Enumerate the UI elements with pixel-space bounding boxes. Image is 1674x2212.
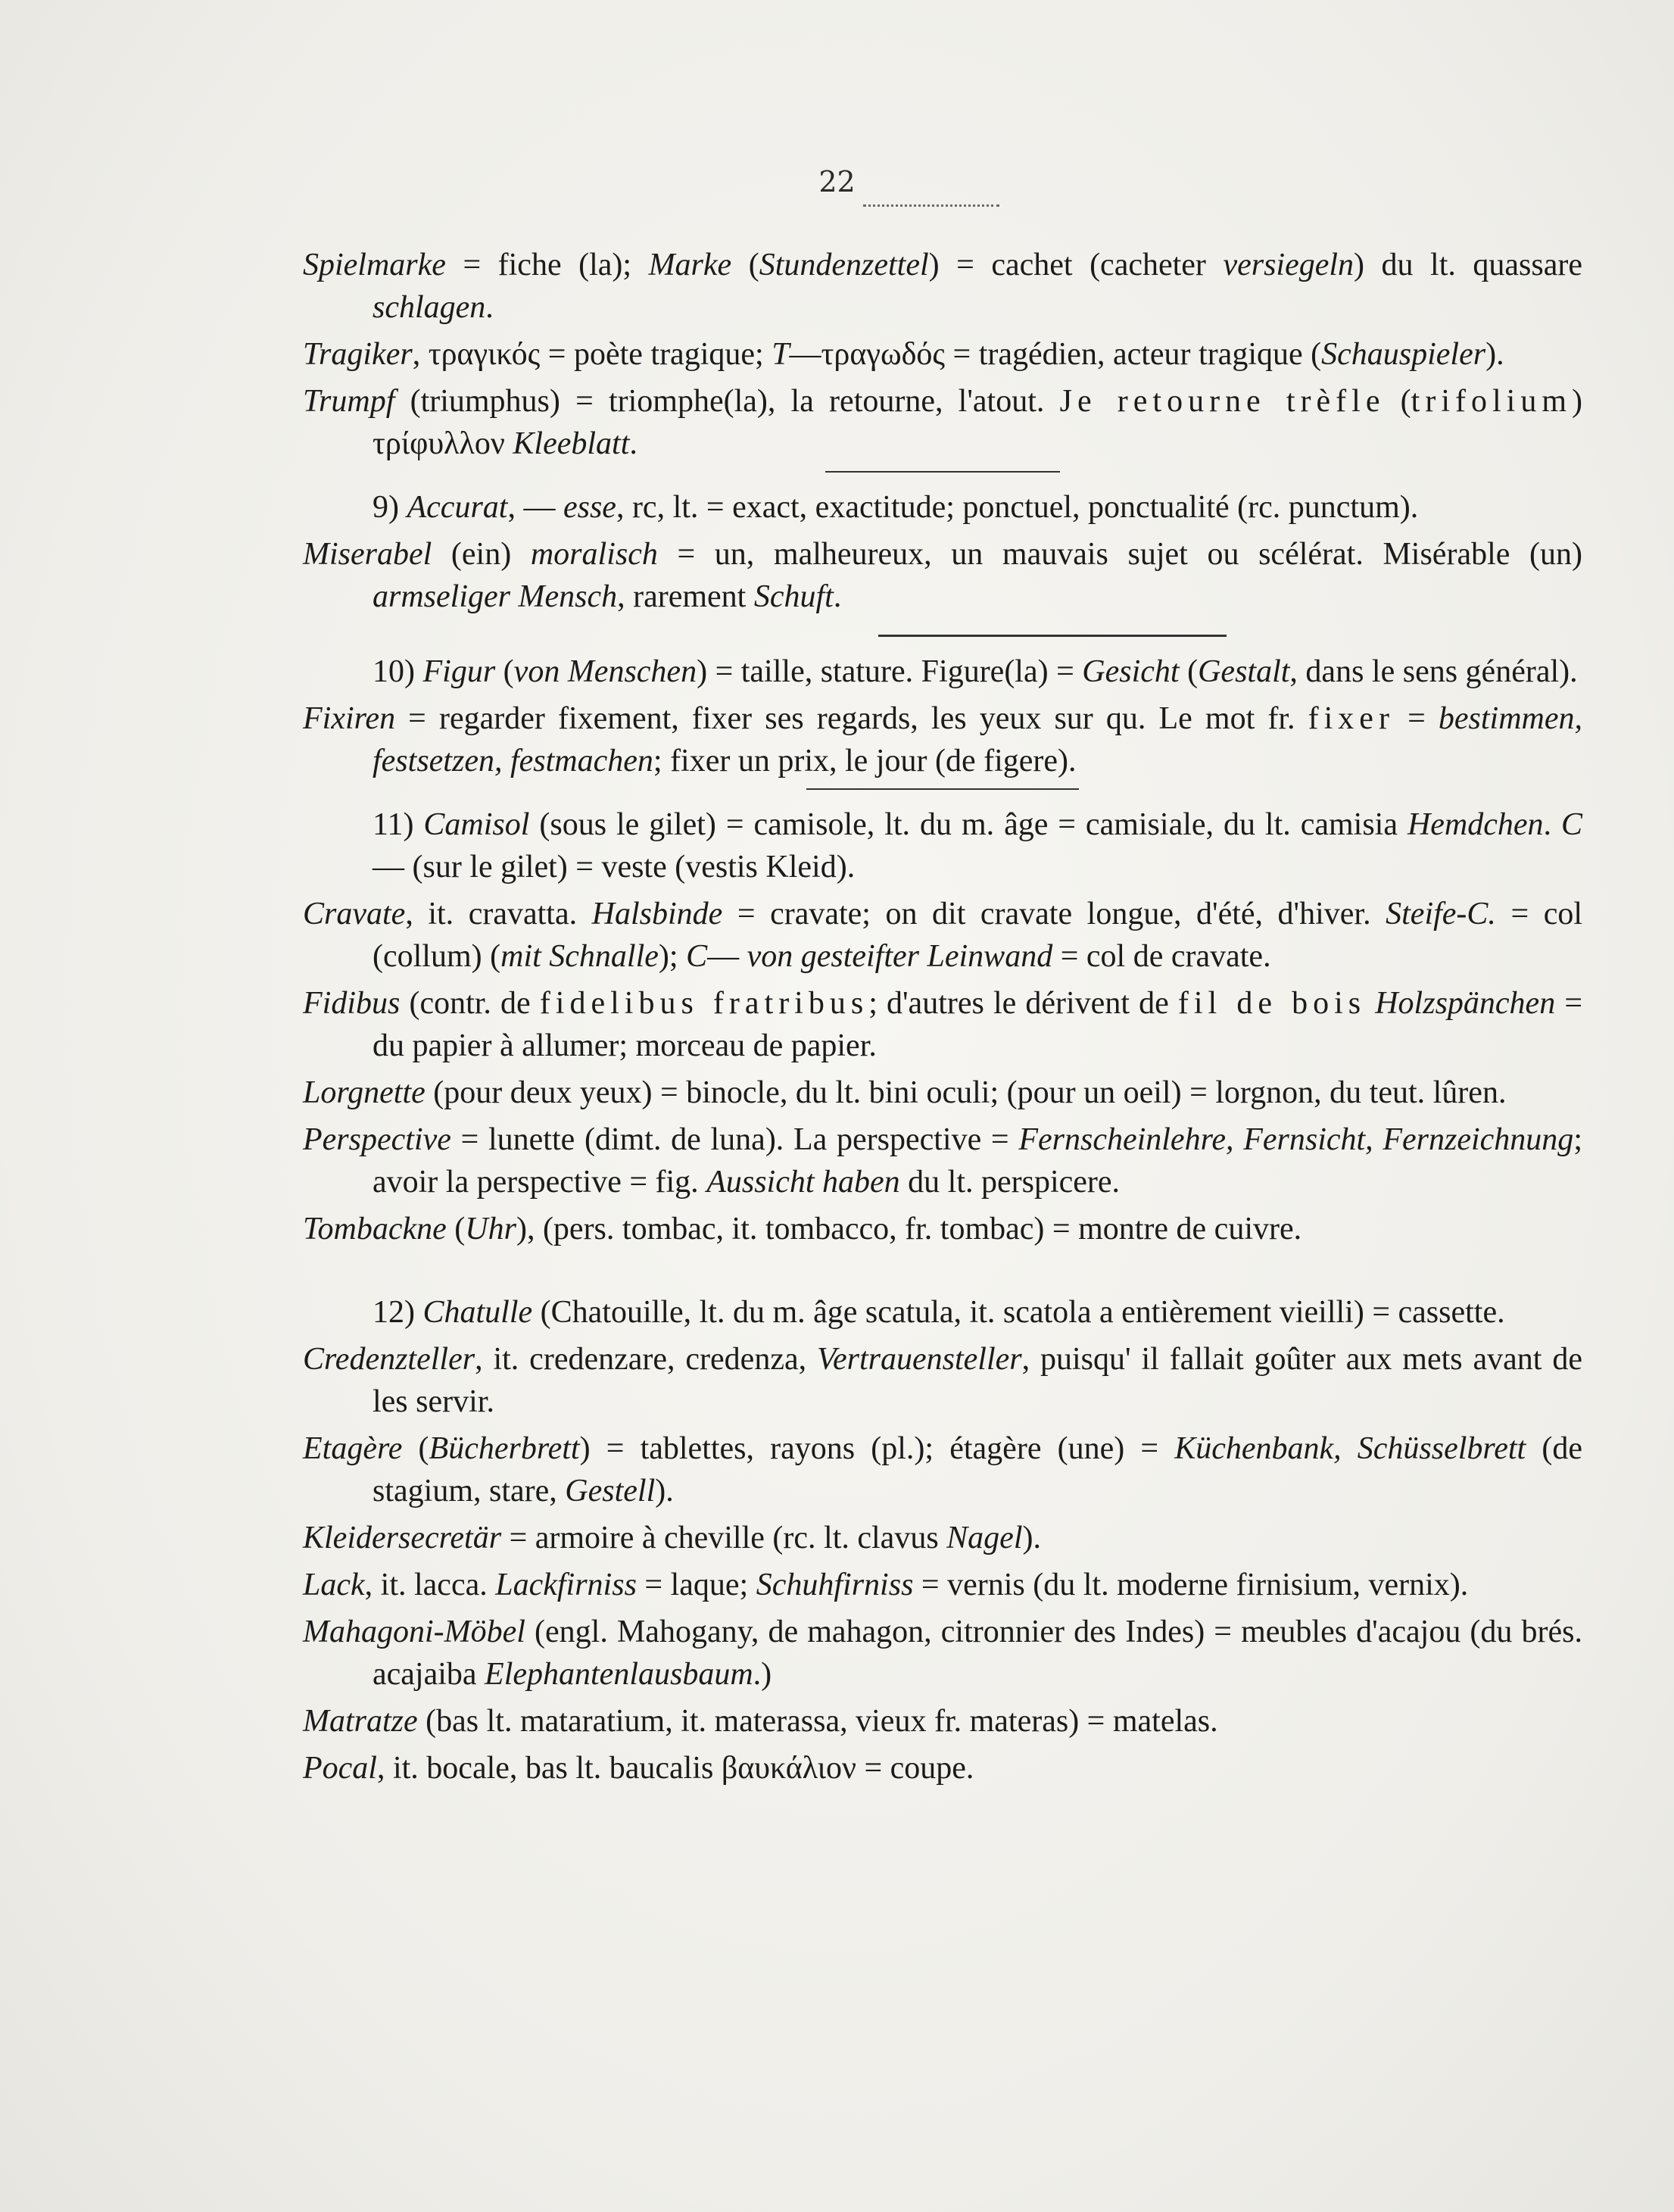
dictionary-entry: Matratze (bas lt. mataratium, it. materassa, vieux fr. materas) = matelas.	[303, 1704, 1218, 1739]
dictionary-entry: Miserabel (ein) moralisch = un, malheureux, un mauvais sujet ou scélérat. Misérable (un) armseliger Mensch, rarement Schuft.	[303, 537, 1582, 614]
section-9	[303, 486, 1582, 618]
section-divider	[878, 635, 1227, 637]
section-heading-entry: 12) Chatulle (Chatouille, lt. du m. âge scatula, it. scatola a entièrement vieilli) = cassette.	[373, 1295, 1505, 1330]
dictionary-entry: Pocal, it. bocale, bas lt. baucalis βαυκάλιον = coupe.	[303, 1751, 974, 1786]
dictionary-entry: Lorgnette (pour deux yeux) = binocle, du lt. bini oculi; (pour un oeil) = lorgnon, du teut. lûren.	[303, 1075, 1507, 1110]
page-number: 22	[818, 165, 856, 198]
section-heading-entry: 10) Figur (von Menschen) = taille, stature. Figure(la) = Gesicht (Gestalt, dans le sens général).	[373, 654, 1578, 689]
dictionary-entry: Etagère (Bücherbrett) = tablettes, rayons (pl.); étagère (une) = Küchenbank, Schüsselbrett (de stagium, stare, Gestell).	[303, 1431, 1582, 1508]
section-8-tail	[303, 244, 1582, 465]
dictionary-entry: Credenzteller, it. credenzare, credenza, Vertrauensteller, puisqu' il fallait goûter aux mets avant de les servir.	[303, 1342, 1582, 1419]
dictionary-entry: Fixiren = regarder fixement, fixer ses regards, les yeux sur qu. Le mot fr. fixer = bestimmen, festsetzen, festmachen; fixer un prix, le jour (de figere).	[303, 701, 1583, 778]
section-12	[303, 1291, 1582, 1789]
dictionary-entry: Trumpf (triumphus) = triomphe(la), la retourne, l'atout. Je retourne trèfle (trifolium) τρίφυλλον Kleeblatt.	[303, 384, 1582, 461]
dictionary-entry: Mahagoni-Möbel (engl. Mahogany, de mahagon, citronnier des Indes) = meubles d'acajou (du brés. acajaiba Elephantenlausbaum.)	[303, 1615, 1582, 1692]
dictionary-entry: Tombackne (Uhr), (pers. tombac, it. tombacco, fr. tombac) = montre de cuivre.	[303, 1212, 1302, 1246]
dictionary-entry: Kleidersecretär = armoire à cheville (rc. lt. clavus Nagel).	[303, 1521, 1041, 1555]
dictionary-entry: Perspective = lunette (dimt. de luna). La perspective = Fernscheinlehre, Fernsicht, Fernzeichnung; avoir la perspective = fig. Aussicht haben du lt. perspicere.	[303, 1122, 1582, 1200]
section-divider	[806, 788, 1079, 790]
dictionary-entry: Spielmarke = fiche (la); Marke (Stundenzettel) = cachet (cacheter versiegeln) du lt. quassare schlagen.	[303, 248, 1582, 325]
dictionary-entry: Fidibus (contr. de fidelibus fratribus; d'autres le dérivent de fil de bois Holzspänchen = du papier à allumer; morceau de papier.	[303, 986, 1583, 1063]
section-10	[303, 650, 1582, 782]
page-number-ornament	[863, 201, 999, 207]
body-text	[303, 244, 1582, 1794]
section-divider	[825, 471, 1060, 473]
section-gap	[303, 1255, 1582, 1288]
dictionary-entry: Cravate, it. cravatta. Halsbinde = cravate; on dit cravate longue, d'été, d'hiver. Steife-C. = col (collum) (mit Schnalle); C— von gesteifter Leinwand = col de cravate.	[303, 897, 1583, 974]
section-11	[303, 803, 1582, 1250]
dictionary-entry: Lack, it. lacca. Lackfirniss = laque; Schuhfirniss = vernis (du lt. moderne firnisium, vernix).	[303, 1568, 1469, 1602]
dictionary-entry: Tragiker, τραγικός = poète tragique; T—τραγωδός = tragédien, acteur tragique (Schauspieler).	[303, 337, 1504, 372]
section-heading-entry: 11) Camisol (sous le gilet) = camisole, lt. du m. âge = camisiale, du lt. camisia Hemdchen. C— (sur le gilet) = veste (vestis Kleid).	[373, 807, 1583, 884]
section-heading-entry: 9) Accurat, — esse, rc, lt. = exact, exactitude; ponctuel, ponctualité (rc. punctum).	[373, 490, 1419, 525]
